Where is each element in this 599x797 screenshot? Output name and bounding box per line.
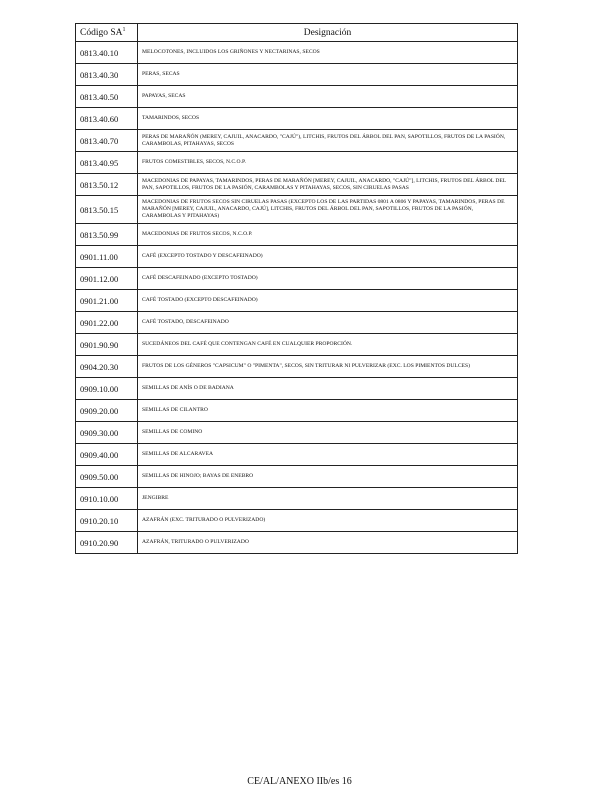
- designation-cell: MACEDONIAS DE FRUTOS SECOS SIN CIRUELAS PASAS (EXCEPTO LOS DE LAS PARTIDAS 0801 A 0806 Y PAPAYAS, TAMARINDOS, PERAS DE MARAÑÓN [MEREY, CAJUIL, ANACARDO, CAJÚ], LITCHIS, FRUTOS DEL ÁRBOL DEL PAN, SAPOTILLOS, FRUTOS DE LA PASIÓN, CARAMBOLAS Y PITAHAYAS): [138, 196, 518, 224]
- designation-cell: CAFÉ (EXCEPTO TOSTADO Y DESCAFEINADO): [138, 246, 518, 268]
- designation-cell: SEMILLAS DE ALCARAVEA: [138, 444, 518, 466]
- hs-code-cell: 0909.40.00: [76, 444, 138, 466]
- table-body: [76, 42, 518, 554]
- table-row: [76, 532, 518, 554]
- code-header-label: Código SA: [80, 27, 123, 38]
- hs-code-cell: 0813.40.95: [76, 152, 138, 174]
- hs-code-cell: 0813.40.10: [76, 42, 138, 64]
- table-row: [76, 510, 518, 532]
- hs-code-cell: 0813.50.15: [76, 196, 138, 224]
- table-row: [76, 290, 518, 312]
- table-row: [76, 64, 518, 86]
- designation-cell: SEMILLAS DE ANÍS O DE BADIANA: [138, 378, 518, 400]
- table-row: [76, 378, 518, 400]
- hs-code-cell: 0813.50.12: [76, 174, 138, 196]
- designation-cell: MELOCOTONES, INCLUIDOS LOS GRIÑONES Y NECTARINAS, SECOS: [138, 42, 518, 64]
- table-row: [76, 86, 518, 108]
- table-row: [76, 174, 518, 196]
- table-row: [76, 466, 518, 488]
- designation-column-header: Designación: [138, 24, 518, 42]
- table-row: [76, 246, 518, 268]
- hs-code-cell: 0909.50.00: [76, 466, 138, 488]
- hs-code-cell: 0910.20.90: [76, 532, 138, 554]
- table-row: [76, 400, 518, 422]
- table-row: [76, 444, 518, 466]
- hs-code-cell: 0813.40.30: [76, 64, 138, 86]
- designation-cell: CAFÉ TOSTADO, DESCAFEINADO: [138, 312, 518, 334]
- hs-code-cell: 0910.20.10: [76, 510, 138, 532]
- designation-cell: MACEDONIAS DE FRUTOS SECOS, N.C.O.P.: [138, 224, 518, 246]
- designation-cell: AZAFRÁN, TRITURADO O PULVERIZADO: [138, 532, 518, 554]
- code-column-header: [76, 24, 138, 42]
- designation-cell: PAPAYAS, SECAS: [138, 86, 518, 108]
- hs-code-cell: 0901.21.00: [76, 290, 138, 312]
- hs-code-cell: 0813.40.60: [76, 108, 138, 130]
- hs-code-cell: 0813.40.50: [76, 86, 138, 108]
- table-row: [76, 224, 518, 246]
- hs-code-cell: 0813.50.99: [76, 224, 138, 246]
- table-row: [76, 334, 518, 356]
- code-header-footnote: 1: [122, 26, 126, 33]
- hs-code-cell: 0904.20.30: [76, 356, 138, 378]
- hs-code-cell: 0909.10.00: [76, 378, 138, 400]
- hs-code-cell: 0909.20.00: [76, 400, 138, 422]
- table-row: [76, 42, 518, 64]
- designation-cell: SUCEDÁNEOS DEL CAFÉ QUE CONTENGAN CAFÉ EN CUALQUIER PROPORCIÓN.: [138, 334, 518, 356]
- designation-cell: MACEDONIAS DE PAPAYAS, TAMARINDOS, PERAS DE MARAÑÓN [MEREY, CAJUIL, ANACARDO, "CAJÚ"], LITCHIS, FRUTOS DEL ÁRBOL DEL PAN, SAPOTILLOS, FRUTOS DE LA PASIÓN, CARAMBOLAS Y PITAHAYAS, SECOS, SIN CIRUELAS PASAS: [138, 174, 518, 196]
- designation-cell: TAMARINDOS, SECOS: [138, 108, 518, 130]
- designation-cell: JENGIBRE: [138, 488, 518, 510]
- hs-code-cell: 0910.10.00: [76, 488, 138, 510]
- table-row: [76, 312, 518, 334]
- page-footer: CE/AL/ANEXO IIb/es 16: [247, 776, 352, 787]
- hs-code-cell: 0901.12.00: [76, 268, 138, 290]
- designation-cell: CAFÉ DESCAFEINADO (EXCEPTO TOSTADO): [138, 268, 518, 290]
- hs-code-cell: 0901.90.90: [76, 334, 138, 356]
- designation-cell: AZAFRÁN (EXC. TRITURADO O PULVERIZADO): [138, 510, 518, 532]
- designation-cell: SEMILLAS DE CILANTRO: [138, 400, 518, 422]
- table-row: [76, 356, 518, 378]
- hs-code-cell: 0909.30.00: [76, 422, 138, 444]
- designation-cell: SEMILLAS DE HINOJO; BAYAS DE ENEBRO: [138, 466, 518, 488]
- designation-cell: FRUTOS COMESTIBLES, SECOS, N.C.O.P.: [138, 152, 518, 174]
- table-row: [76, 152, 518, 174]
- table-row: [76, 268, 518, 290]
- hs-code-cell: 0901.11.00: [76, 246, 138, 268]
- designation-cell: PERAS DE MARAÑÓN (MEREY, CAJUIL, ANACARDO, "CAJÚ"), LITCHIS, FRUTOS DEL ÁRBOL DEL PAN, SAPOTILLOS, FRUTOS DE LA PASIÓN, CARAMBOLAS, PITAHAYAS, SECOS: [138, 130, 518, 152]
- table-row: [76, 488, 518, 510]
- table-row: [76, 196, 518, 224]
- hs-code-cell: 0901.22.00: [76, 312, 138, 334]
- designation-cell: SEMILLAS DE COMINO: [138, 422, 518, 444]
- table-row: [76, 422, 518, 444]
- table-row: [76, 130, 518, 152]
- table-header-row: [76, 24, 518, 42]
- designation-cell: PERAS, SECAS: [138, 64, 518, 86]
- designation-cell: CAFÉ TOSTADO (EXCEPTO DESCAFEINADO): [138, 290, 518, 312]
- tariff-table: [75, 23, 518, 554]
- designation-cell: FRUTOS DE LOS GÉNEROS "CAPSICUM" O "PIMENTA", SECOS, SIN TRITURAR NI PULVERIZAR (EXC. LOS PIMIENTOS DULCES): [138, 356, 518, 378]
- table-row: [76, 108, 518, 130]
- hs-code-cell: 0813.40.70: [76, 130, 138, 152]
